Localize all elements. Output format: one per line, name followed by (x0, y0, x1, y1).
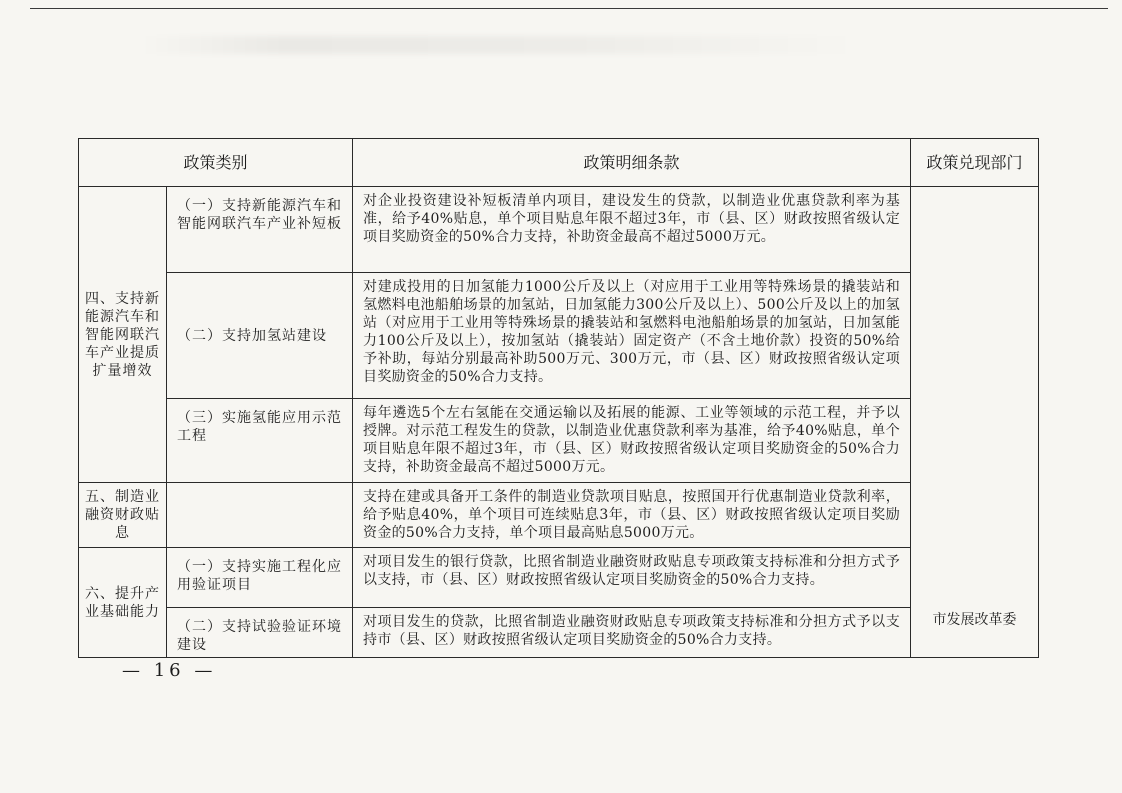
detail-cell: 每年遴选5个左右氢能在交通运输以及拓展的能源、工业等领域的示范工程，并予以授牌。对示范工程发生的贷款，以制造业优惠贷款利率为基准，给予40%贴息，单个项目贴息年限不超过3年，市（县、区）财政按照省级认定项目奖励资金的50%合力支持，补助资金最高不超过5000万元。 (353, 399, 911, 483)
top-border-line (30, 8, 1108, 9)
page-number: — 16 — (122, 660, 217, 681)
scan-smudge (140, 36, 860, 54)
subcategory-cell: （一）支持实施工程化应用验证项目 (167, 548, 353, 608)
subcategory-cell: （三）实施氢能应用示范工程 (167, 399, 353, 483)
department-cell: 市发展改革委 (911, 187, 1039, 658)
subcategory-cell: （二）支持试验验证环境建设 (167, 608, 353, 658)
header-category: 政策类别 (79, 139, 353, 187)
table-row (79, 399, 1039, 483)
detail-cell: 对企业投资建设补短板清单内项目，建设发生的贷款，以制造业优惠贷款利率为基准，给予40%贴息，单个项目贴息年限不超过3年，市（县、区）财政按照省级认定项目奖励资金的50%合力支持，补助资金最高不超过5000万元。 (353, 187, 911, 273)
subcategory-cell: （一）支持新能源汽车和智能网联汽车产业补短板 (167, 187, 353, 273)
subcategory-cell (167, 483, 353, 548)
table-row (79, 483, 1039, 548)
table-row (79, 548, 1039, 608)
category-cell: 四、支持新能源汽车和智能网联汽车产业提质扩量增效 (79, 187, 167, 483)
detail-cell: 支持在建或具备开工条件的制造业贷款项目贴息，按照国开行优惠制造业贷款利率，给予贴息40%，单个项目可连续贴息3年，市（县、区）财政按照省级认定项目奖励资金的50%合力支持，单个项目最高贴息5000万元。 (353, 483, 911, 548)
table-row (79, 187, 1039, 273)
detail-cell: 对项目发生的银行贷款，比照省制造业融资财政贴息专项政策支持标准和分担方式予以支持，市（县、区）财政按照省级认定项目奖励资金的50%合力支持。 (353, 548, 911, 608)
table-row (79, 608, 1039, 658)
header-department: 政策兑现部门 (911, 139, 1039, 187)
detail-cell: 对建成投用的日加氢能力1000公斤及以上（对应用于工业用等特殊场景的撬装站和氢燃料电池船舶场景的加氢站，日加氢能力300公斤及以上）、500公斤及以上的加氢站（对应用于工业用等特殊场景的撬装站和氢燃料电池船舶场景的加氢站，日加氢能力100公斤及以上），按加氢站（撬装站）固定资产（不含土地价款）投资的50%给予补助，每站分别最高补助500万元、300万元，市（县、区）财政按照省级认定项目奖励资金的50%合力支持。 (353, 273, 911, 399)
subcategory-cell: （二）支持加氢站建设 (167, 273, 353, 399)
table-header-row (79, 139, 1039, 187)
detail-cell: 对项目发生的贷款，比照省制造业融资财政贴息专项政策支持标准和分担方式予以支持市（县、区）财政按照省级认定项目奖励资金的50%合力支持。 (353, 608, 911, 658)
policy-table (78, 138, 1039, 658)
category-cell: 六、提升产业基础能力 (79, 548, 167, 658)
table-row (79, 273, 1039, 399)
category-cell: 五、制造业融资财政贴息 (79, 483, 167, 548)
header-detail: 政策明细条款 (353, 139, 911, 187)
